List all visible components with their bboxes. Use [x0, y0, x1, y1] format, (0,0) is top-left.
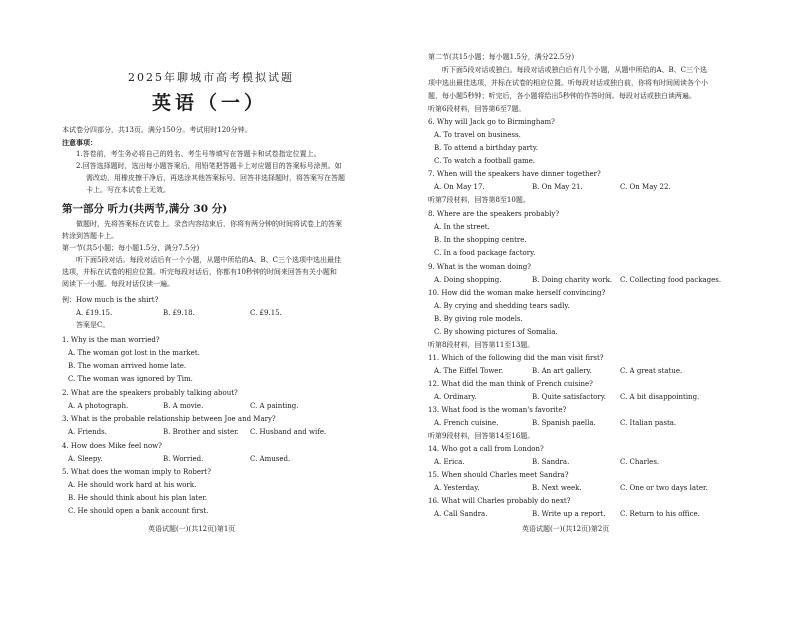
- question-6: 6. Why will Jack go to Birmingham?: [428, 118, 555, 126]
- question-16: 16. What will Charles probably do next?: [428, 497, 571, 505]
- question-11: 11. Which of the following did the man visit first?: [428, 354, 604, 362]
- question-15: 15. When should Charles meet Sandra?: [428, 471, 569, 479]
- note-2-line-3: 卡上。写在本试卷上无效。: [86, 186, 170, 194]
- question-11-option-c: C. A great statue.: [620, 367, 683, 375]
- question-9-option-b: B. Doing charity work.: [532, 276, 613, 284]
- question-1-option-b: B. The woman arrived home late.: [68, 362, 187, 370]
- question-1-option-c: C. The woman was ignored by Tim.: [68, 375, 193, 383]
- question-8-option-b: B. In the shopping centre.: [434, 236, 527, 244]
- section-2-instructions-line-3: 题，每小题5秒钟；听完后，各小题将给出5秒钟的作答时间。每段对话或独白读两遍。: [428, 92, 696, 100]
- question-4-option-c: C. Amused.: [250, 455, 291, 463]
- question-12-option-b: B. Quite satisfactory.: [532, 393, 606, 401]
- question-6-option-b: B. To attend a birthday party.: [434, 144, 538, 152]
- question-1: 1. Why is the man worried?: [62, 336, 160, 344]
- question-2: 2. What are the speakers probably talking about?: [62, 389, 238, 397]
- question-3-option-c: C. Husband and wife.: [250, 428, 327, 436]
- question-2-option-a: A. A photograph.: [68, 402, 129, 410]
- question-12-option-a: A. Ordinary.: [434, 393, 477, 401]
- question-10-option-c: C. By showing pictures of Somalia.: [434, 328, 558, 336]
- question-13-option-c: C. Italian pasta.: [620, 419, 677, 427]
- notes-heading: 注意事项：: [62, 138, 97, 147]
- question-7-option-a: A. On May 17.: [434, 183, 485, 191]
- question-3: 3. What is the probable relationship between Joe and Mary?: [62, 415, 276, 423]
- question-5-option-a: A. He should work hard at his work.: [68, 481, 197, 489]
- section-1-title: 第一节(共5小题；每小题1.5分，满分7.5分): [62, 244, 200, 252]
- question-9-option-c: C. Collecting food packages.: [620, 276, 722, 284]
- question-16-option-a: A. Call Sandra.: [434, 510, 488, 518]
- question-8-option-c: C. In a food package factory.: [434, 249, 536, 257]
- example-answer: 答案是C。: [76, 321, 110, 329]
- exam-page-2: [400, 0, 800, 619]
- question-4-option-b: B. Worried.: [163, 455, 204, 463]
- question-4: 4. How does Mike feel now?: [62, 442, 162, 450]
- question-10: 10. How did the woman make herself convincing?: [428, 289, 606, 297]
- question-14: 14. Who got a call from London?: [428, 445, 544, 453]
- example-question: 例：How much is the shirt?: [62, 296, 159, 304]
- question-5-option-b: B. He should think about his plan later.: [68, 494, 208, 502]
- example-option-a: A. £19.15.: [76, 309, 113, 317]
- question-8-option-a: A. In the street.: [434, 223, 490, 231]
- part-1-instructions-line-1: 做题时，先将答案标在试卷上。录音内容结束后，你将有两分钟的时间将试卷上的答案: [76, 220, 342, 228]
- question-14-option-b: B. Sandra.: [532, 458, 570, 466]
- material-8-instruction: 听第8段材料，回答第11至13题。: [428, 341, 535, 349]
- section-2-instructions-line-1: 听下面5段对话或独白。每段对话或独白后有几个小题，从题中所给的A、B、C三个选: [442, 66, 708, 74]
- note-1: 1.答卷前，考生务必将自己的姓名、考生号等填写在答题卡和试卷指定位置上。: [76, 150, 321, 158]
- question-3-option-b: B. Brother and sister.: [163, 428, 239, 436]
- question-5-option-c: C. He should open a bank account first.: [68, 507, 209, 515]
- page-footer: 英语试题(一)(共12页)第2页: [522, 525, 610, 533]
- example-option-c: C. £9.15.: [250, 309, 282, 317]
- question-12-option-c: C. A bit disappointing.: [620, 393, 700, 401]
- question-9: 9. What is the woman doing?: [428, 263, 531, 271]
- part-1-instructions-line-2: 转涂到答题卡上。: [62, 232, 118, 240]
- material-7-instruction: 听第7段材料，回答第8至10题。: [428, 196, 530, 204]
- material-9-instruction: 听第9段材料，回答第14至16题。: [428, 432, 535, 440]
- section-2-instructions-line-2: 项中选出最佳选项，并标在试卷的相应位置。听每段对话或独白前，你将有时间阅读各个小: [428, 79, 708, 87]
- section-2-title: 第二节(共15小题；每小题1.5分，满分22.5分): [428, 53, 575, 61]
- question-11-option-b: B. An art gallery.: [532, 367, 592, 375]
- question-15-option-b: B. Next week.: [532, 484, 582, 492]
- question-2-option-c: C. A painting.: [250, 402, 299, 410]
- question-13: 13. What food is the woman's favorite?: [428, 406, 567, 414]
- question-5: 5. What does the woman imply to Robert?: [62, 468, 211, 476]
- question-6-option-a: A. To travel on business.: [434, 131, 521, 139]
- question-9-option-a: A. Doing shopping.: [434, 276, 502, 284]
- intro-text: 本试卷分四部分，共13页。满分150分。考试用时120分钟。: [62, 126, 252, 134]
- question-15-option-c: C. One or two days later.: [620, 484, 708, 492]
- page-footer: 英语试题(一)(共12页)第1页: [148, 525, 236, 533]
- question-10-option-a: A. By crying and shedding tears sadly.: [434, 302, 570, 310]
- example-option-b: B. £9.18.: [163, 309, 195, 317]
- question-14-option-a: A. Erica.: [434, 458, 465, 466]
- material-6-instruction: 听第6段材料，回答第6至7题。: [428, 105, 526, 113]
- section-1-instructions-line-1: 听下面5段对话。每段对话后有一个小题，从题中所给的A、B、C三个选项中选出最佳: [76, 256, 342, 264]
- question-16-option-b: B. Write up a report.: [532, 510, 606, 518]
- question-8: 8. Where are the speakers probably?: [428, 210, 560, 218]
- question-16-option-c: C. Return to his office.: [620, 510, 700, 518]
- question-2-option-b: B. A movie.: [163, 402, 204, 410]
- question-10-option-b: B. By giving role models.: [434, 315, 523, 323]
- question-7: 7. When will the speakers have dinner together?: [428, 170, 601, 178]
- question-15-option-a: A. Yesterday.: [434, 484, 480, 492]
- question-12: 12. What did the man think of French cuisine?: [428, 380, 593, 388]
- question-11-option-a: A. The Eiffel Tower.: [434, 367, 504, 375]
- question-3-option-a: A. Friends.: [68, 428, 107, 436]
- question-7-option-b: B. On May 21.: [532, 183, 583, 191]
- note-2-line-2: 需改动，用橡皮擦干净后，再选涂其他答案标号。回答非选择题时，将答案写在答题: [86, 174, 345, 182]
- exam-title: 2025年聊城市高考模拟试题: [128, 71, 294, 84]
- question-1-option-a: A. The woman got lost in the market.: [68, 349, 200, 357]
- section-1-instructions-line-2: 选项，并标在试卷的相应位置。听完每段对话后，你都有10秒钟的时间来回答有关小题和: [62, 268, 337, 276]
- question-13-option-b: B. Spanish paella.: [532, 419, 596, 427]
- question-4-option-a: A. Sleepy.: [68, 455, 103, 463]
- question-13-option-a: A. French cuisine.: [434, 419, 499, 427]
- question-6-option-c: C. To watch a football game.: [434, 157, 536, 165]
- section-1-instructions-line-3: 阅读下一小题。每段对话仅读一遍。: [62, 280, 174, 288]
- subject-title: 英语（一）: [152, 92, 268, 114]
- question-7-option-c: C. On May 22.: [620, 183, 671, 191]
- question-14-option-c: C. Charles.: [620, 458, 660, 466]
- part-1-title: 第一部分 听力(共两节,满分 30 分): [62, 203, 228, 215]
- note-2-line-1: 2.回答选择题时，选出每小题答案后，用铅笔把答题卡上对应题目的答案标号涂黑。如: [76, 162, 342, 170]
